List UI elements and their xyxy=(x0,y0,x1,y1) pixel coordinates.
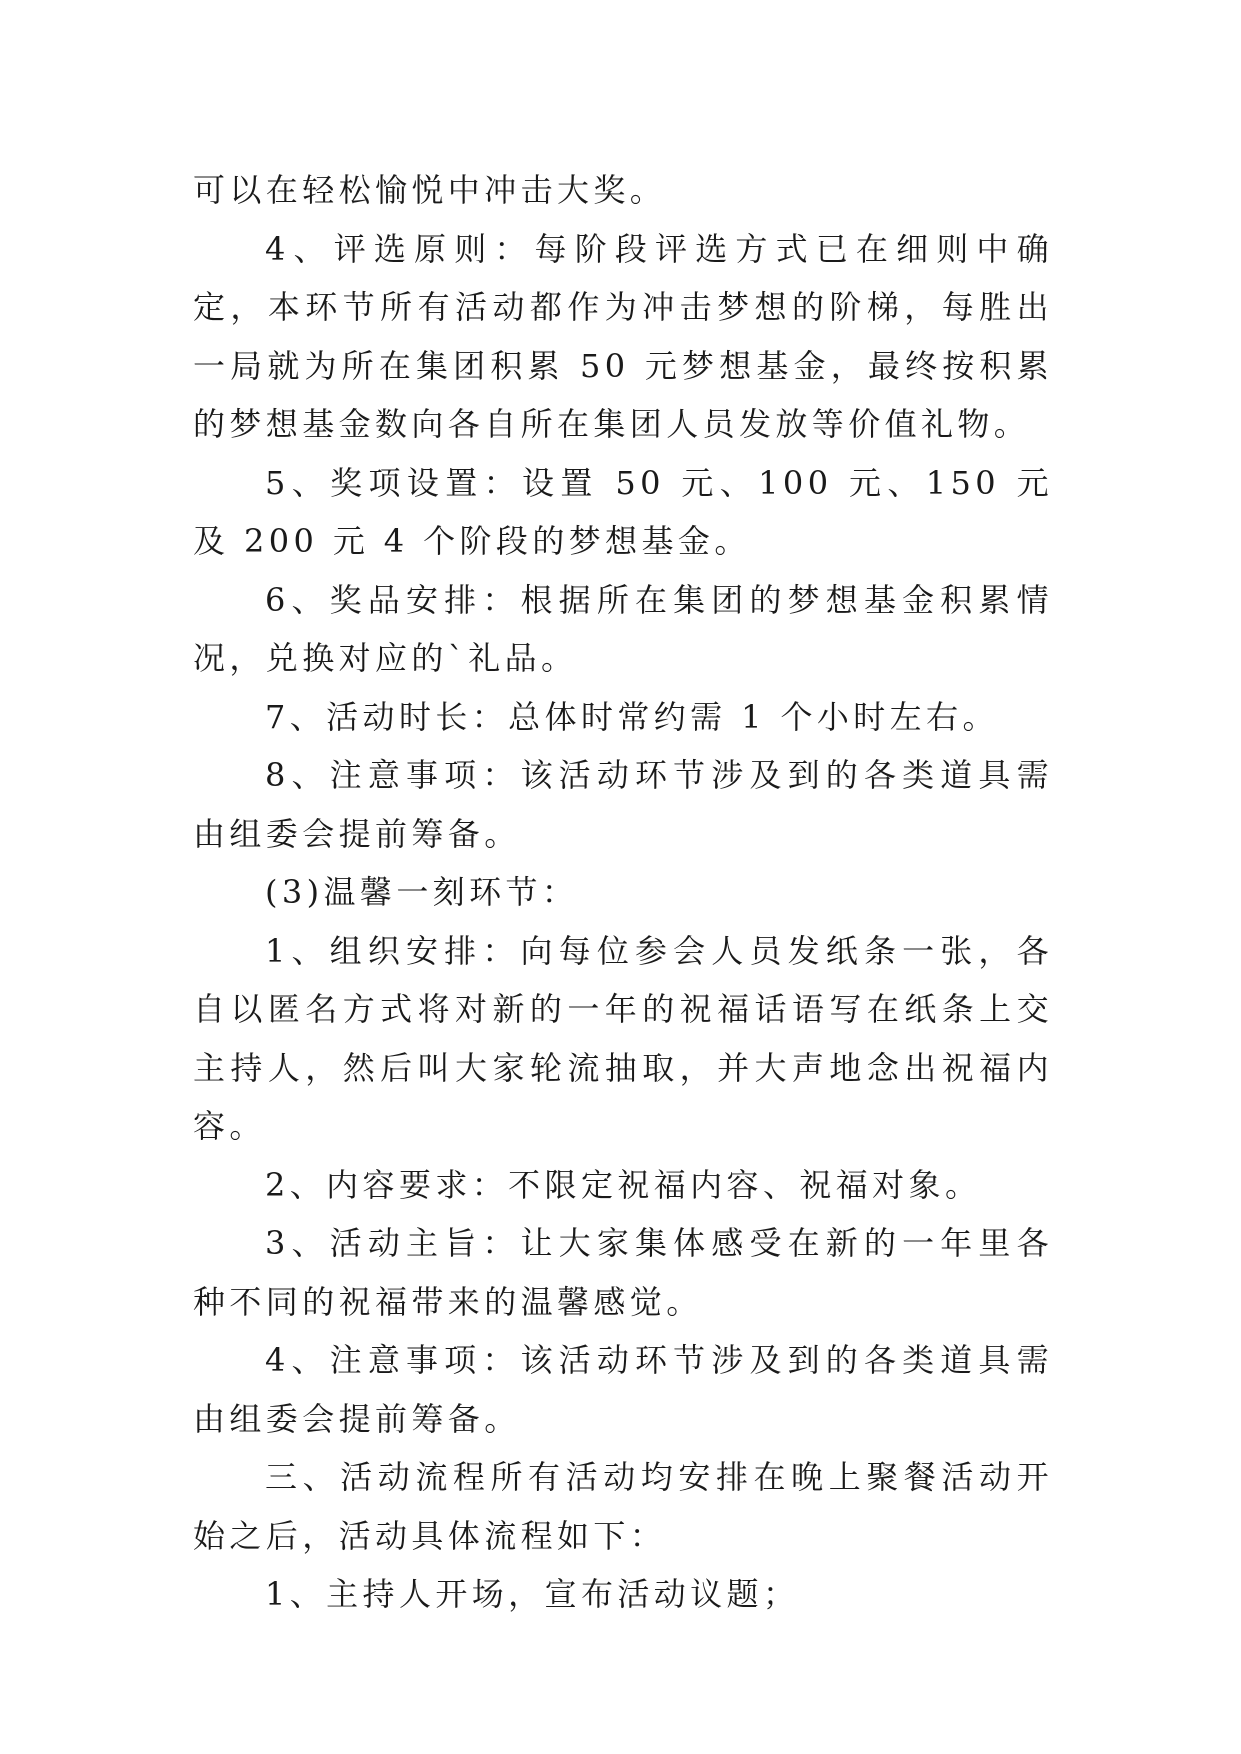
section-heading-activity-flow: 三、活动流程所有活动均安排在晚上聚餐活动开始之后，活动具体流程如下： xyxy=(193,1458,1053,1555)
paragraph-notes: 8、注意事项：该活动环节涉及到的各类道具需由组委会提前筹备。 xyxy=(193,756,1053,853)
paragraph-host-opening: 1、主持人开场，宣布活动议题； xyxy=(265,1575,800,1613)
paragraph-selection-principle: 4、评选原则：每阶段评选方式已在细则中确定，本环节所有活动都作为冲击梦想的阶梯，每胜出一局就为所在集团积累 50 元梦想基金，最终按积累的梦想基金数向各自所在集团人员发放等价值礼物。 xyxy=(193,229,1053,443)
paragraph-award-setup: 5、奖项设置：设置 50 元、100 元、150 元及 200 元 4 个阶段的梦想基金。 xyxy=(193,463,1053,560)
paragraph-content-requirements: 2、内容要求：不限定祝福内容、祝福对象。 xyxy=(265,1165,982,1204)
document-body xyxy=(193,161,1053,1624)
paragraph-notes-2: 4、注意事项：该活动环节涉及到的各类道具需由组委会提前筹备。 xyxy=(193,1341,1053,1438)
paragraph-prize-arrangement: 6、奖品安排：根据所在集团的梦想基金积累情况，兑换对应的`礼品。 xyxy=(193,580,1053,677)
paragraph-activity-purpose: 3、活动主旨：让大家集体感受在新的一年里各种不同的祝福带来的温馨感觉。 xyxy=(193,1224,1053,1321)
paragraph-activity-duration: 7、活动时长：总体时常约需 1 个小时左右。 xyxy=(265,697,999,736)
paragraph-continuation: 可以在轻松愉悦中冲击大奖。 xyxy=(193,171,667,209)
section-heading-warm-moment: (3)温馨一刻环节： xyxy=(265,873,579,911)
paragraph-organization: 1、组织安排：向每位参会人员发纸条一张，各自以匿名方式将对新的一年的祝福话语写在纸条上交主持人，然后叫大家轮流抽取，并大声地念出祝福内容。 xyxy=(193,931,1053,1145)
